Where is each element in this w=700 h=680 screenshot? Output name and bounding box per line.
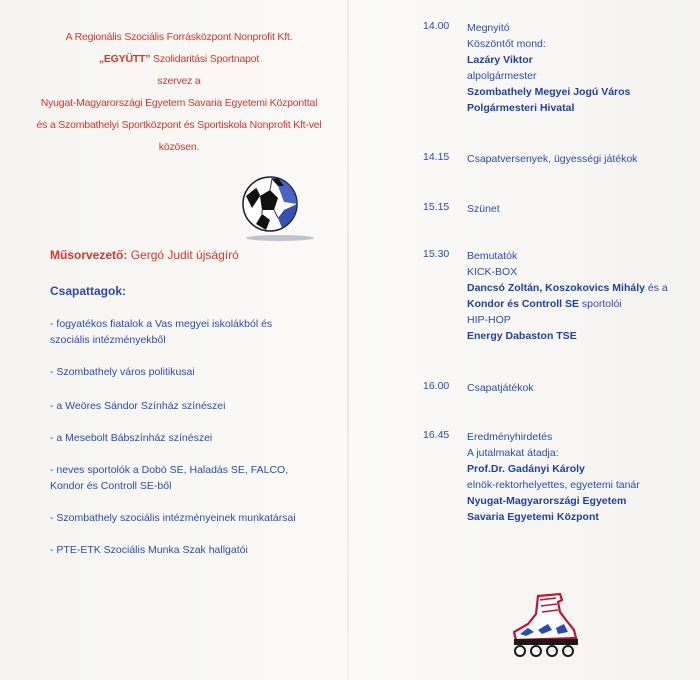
intro-line-1: A Regionális Szociális Forrásközpont Nonprofit Kft.: [65, 31, 293, 43]
schedule-title: Megnyitó: [467, 22, 510, 34]
schedule-time: 16.45: [423, 429, 450, 441]
schedule-title: Csapatversenyek, ügyességi játékok: [467, 153, 638, 165]
team-item: - Szombathely szociális intézményeinek munkatársai: [50, 512, 296, 524]
club-name: Energy Dabaston TSE: [467, 330, 577, 342]
intro-line-4: Nyugat-Magyarországi Egyetem Savaria Egyetemi Központtal: [40, 97, 318, 109]
schedule-line: [467, 100, 699, 116]
schedule-time: 14.15: [423, 151, 450, 163]
event-name: „EGYÜTT”: [98, 53, 151, 65]
schedule-title: Bemutatók: [467, 250, 518, 262]
organization-name: Szombathely Megyei Jogú Város: [467, 86, 631, 98]
schedule-details: [467, 151, 699, 167]
team-item: - neves sportolók a Dobó SE, Haladás SE, FALCO, Kondor és Controll SE-ből: [50, 464, 289, 492]
host-label: Műsorvezető:: [50, 248, 128, 262]
schedule-line: [467, 493, 699, 509]
schedule-line: A jutalmakat átadja:: [467, 447, 559, 459]
schedule-time: 14.00: [423, 20, 450, 32]
schedule-line: HIP-HOP: [467, 314, 511, 326]
intro-line-3: szervez a: [157, 75, 201, 87]
schedule-details: [467, 380, 699, 396]
team-item: - PTE-ETK Szociális Munka Szak hallgatói: [50, 544, 248, 556]
host-line: [50, 248, 239, 262]
schedule-line: KICK-BOX: [467, 266, 518, 278]
schedule-line: [467, 328, 699, 344]
schedule-line: [467, 52, 699, 68]
organization-name: Savaria Egyetemi Központ: [467, 511, 599, 523]
speaker-name: Lazáry Viktor: [467, 54, 533, 66]
schedule-details: [467, 248, 699, 344]
presenter-name: Prof.Dr. Gadányi Károly: [467, 463, 585, 475]
schedule-line: Köszöntőt mond:: [467, 38, 546, 50]
soccer-ball-icon: [238, 174, 320, 244]
intro-text: [20, 26, 338, 158]
organization-name: Polgármesteri Hivatal: [467, 102, 575, 114]
intro-line-2-rest: Szolidaritási Sportnapot: [150, 53, 260, 65]
roller-skate-icon: [508, 590, 586, 658]
schedule-line: [467, 461, 699, 477]
teams-title: Csapattagok:: [50, 284, 127, 298]
team-item: - fogyatékos fiatalok a Vas megyei iskolákból és szociális intézményekből: [50, 318, 273, 346]
schedule-line: [467, 296, 699, 312]
team-item: - a Mesebolt Bábszínház színészei: [50, 432, 213, 444]
schedule-details: [467, 20, 699, 116]
page-fold-divider: [347, 0, 349, 680]
schedule-line-rest: és a: [644, 282, 668, 294]
schedule-title: Csapatjátékok: [467, 382, 534, 394]
schedule-time: 15.15: [423, 201, 450, 213]
club-name: Kondor és Controll SE: [467, 298, 580, 310]
team-item: - Szombathely város politikusai: [50, 366, 195, 378]
schedule-details: [467, 429, 699, 525]
intro-line-6: közösen.: [158, 141, 200, 153]
schedule-line-rest: sportolói: [579, 298, 622, 310]
schedule-line: [467, 509, 699, 525]
performer-names: Dancsó Zoltán, Koszokovics Mihály: [467, 282, 645, 294]
team-item: - a Weöres Sándor Színház színészei: [50, 400, 226, 412]
schedule-details: [467, 201, 699, 217]
schedule-title: Eredményhirdetés: [467, 431, 553, 443]
intro-line-5: és a Szombathelyi Sportközpont és Sportiskola Nonprofit Kft-vel: [36, 119, 322, 131]
host-name: Gergó Judit újságíró: [130, 248, 239, 262]
intro-line-2: [20, 48, 338, 70]
organization-name: Nyugat-Magyarországi Egyetem: [467, 495, 627, 507]
schedule-line: elnök-rektorhelyettes, egyetemi tanár: [467, 479, 640, 491]
schedule-time: 16.00: [423, 380, 450, 392]
schedule-line: alpolgármester: [467, 70, 537, 82]
schedule-time: 15.30: [423, 248, 450, 260]
schedule-line: [467, 280, 699, 296]
schedule-line: [467, 84, 699, 100]
schedule-title: Szünet: [467, 203, 500, 215]
